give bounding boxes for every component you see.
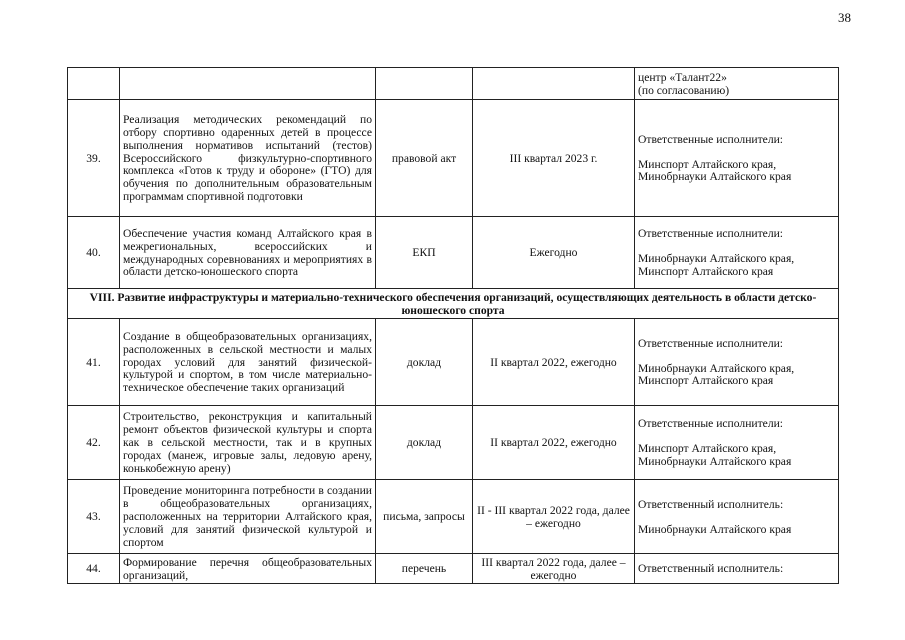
row-number: 40. <box>68 217 120 289</box>
action-plan-table <box>67 67 839 584</box>
table-row <box>68 406 839 480</box>
row-number: 42. <box>68 406 120 480</box>
responsible-line: Минобрнауки Алтайского края, <box>638 252 795 265</box>
row-number: 44. <box>68 554 120 584</box>
responsible-line: Минобрнауки Алтайского края, <box>638 361 795 375</box>
responsible-title: Ответственные исполнители: <box>638 132 784 146</box>
responsible-line: Минспорт Алтайского края, <box>638 442 777 455</box>
row-number: 43. <box>68 480 120 554</box>
deadline: II - III квартал 2022 года, далее – ежегодно <box>473 480 635 554</box>
responsible-cell <box>635 406 839 480</box>
responsible-line: Минобрнауки Алтайского края <box>638 170 792 184</box>
measure-text <box>120 68 376 100</box>
document-type: правовой акт <box>376 100 473 217</box>
deadline: Ежегодно <box>473 217 635 289</box>
responsible-line: Минобрнауки Алтайского края <box>638 454 792 468</box>
responsible-title: Ответственные исполнители: <box>638 227 784 241</box>
responsible-cell <box>635 100 839 217</box>
responsible-line: Минобрнауки Алтайского края <box>638 522 792 536</box>
responsible-cell <box>635 68 839 100</box>
measure-text: Реализация методических рекомендаций по отбору спортивно одаренных детей в процессе выполнения нормативов испытаний (тестов) Всероссийского физкультурно-спортивного комплекса «Готов к труду и обороне» (ГТО) для обучения по дополнительным образовательным программам спортивной подготовки <box>120 100 376 217</box>
responsible-title: Ответственный исполнитель: <box>638 497 784 511</box>
document-type: доклад <box>376 406 473 480</box>
row-number: 39. <box>68 100 120 217</box>
responsible-title: Ответственный исполнитель: <box>638 562 784 575</box>
table-row <box>68 319 839 406</box>
document-type: доклад <box>376 319 473 406</box>
deadline: II квартал 2022, ежегодно <box>473 319 635 406</box>
measure-text: Проведение мониторинга потребности в создании в общеобразовательных организациях, расположенных на территории Алтайского края, условий для занятий физической культурой и спортом <box>120 480 376 554</box>
table-row <box>68 480 839 554</box>
measure-text: Обеспечение участия команд Алтайского края в межрегиональных, всероссийских и международных соревнованиях и мероприятиях в области детско-юношеского спорта <box>120 217 376 289</box>
document-type <box>376 68 473 100</box>
table-row <box>68 217 839 289</box>
responsible-line: (по согласованию) <box>638 83 730 97</box>
deadline: III квартал 2022 года, далее – ежегодно <box>473 554 635 584</box>
responsible-line: центр «Талант22» <box>638 70 727 84</box>
document-type: перечень <box>376 554 473 584</box>
deadline <box>473 68 635 100</box>
deadline: III квартал 2023 г. <box>473 100 635 217</box>
measure-text: Формирование перечня общеобразовательных организаций, <box>120 554 376 584</box>
responsible-cell <box>635 217 839 289</box>
section-header-row <box>68 289 839 319</box>
responsible-title: Ответственные исполнители: <box>638 336 784 350</box>
responsible-line: Минспорт Алтайского края, <box>638 157 777 171</box>
deadline: II квартал 2022, ежегодно <box>473 406 635 480</box>
table-row <box>68 68 839 100</box>
section-title: VIII. Развитие инфраструктуры и материально-технического обеспечения организаций, осуществляющих деятельность в области детско-юношеского спорта <box>68 289 839 319</box>
table-row <box>68 100 839 217</box>
responsible-cell <box>635 554 839 584</box>
page-number: 38 <box>838 10 851 25</box>
document-type: ЕКП <box>376 217 473 289</box>
measure-text: Создание в общеобразовательных организациях, расположенных в сельской местности и малых городах условий для занятий физической-культурой и спортом, в том числе материально-техническое обеспечение таких организаций <box>120 319 376 406</box>
table-row <box>68 554 839 584</box>
responsible-line: Минспорт Алтайского края <box>638 264 774 278</box>
responsible-line: Минспорт Алтайского края <box>638 374 774 388</box>
row-number <box>68 68 120 100</box>
responsible-cell <box>635 480 839 554</box>
document-type: письма, запросы <box>376 480 473 554</box>
measure-text: Строительство, реконструкция и капитальный ремонт объектов физической культуры и спорта как в сельской местности, так и в крупных городах (манеж, игровые залы, ледовую арену, конькобежную арену) <box>120 406 376 480</box>
responsible-title: Ответственные исполнители: <box>638 417 784 431</box>
row-number: 41. <box>68 319 120 406</box>
responsible-cell <box>635 319 839 406</box>
